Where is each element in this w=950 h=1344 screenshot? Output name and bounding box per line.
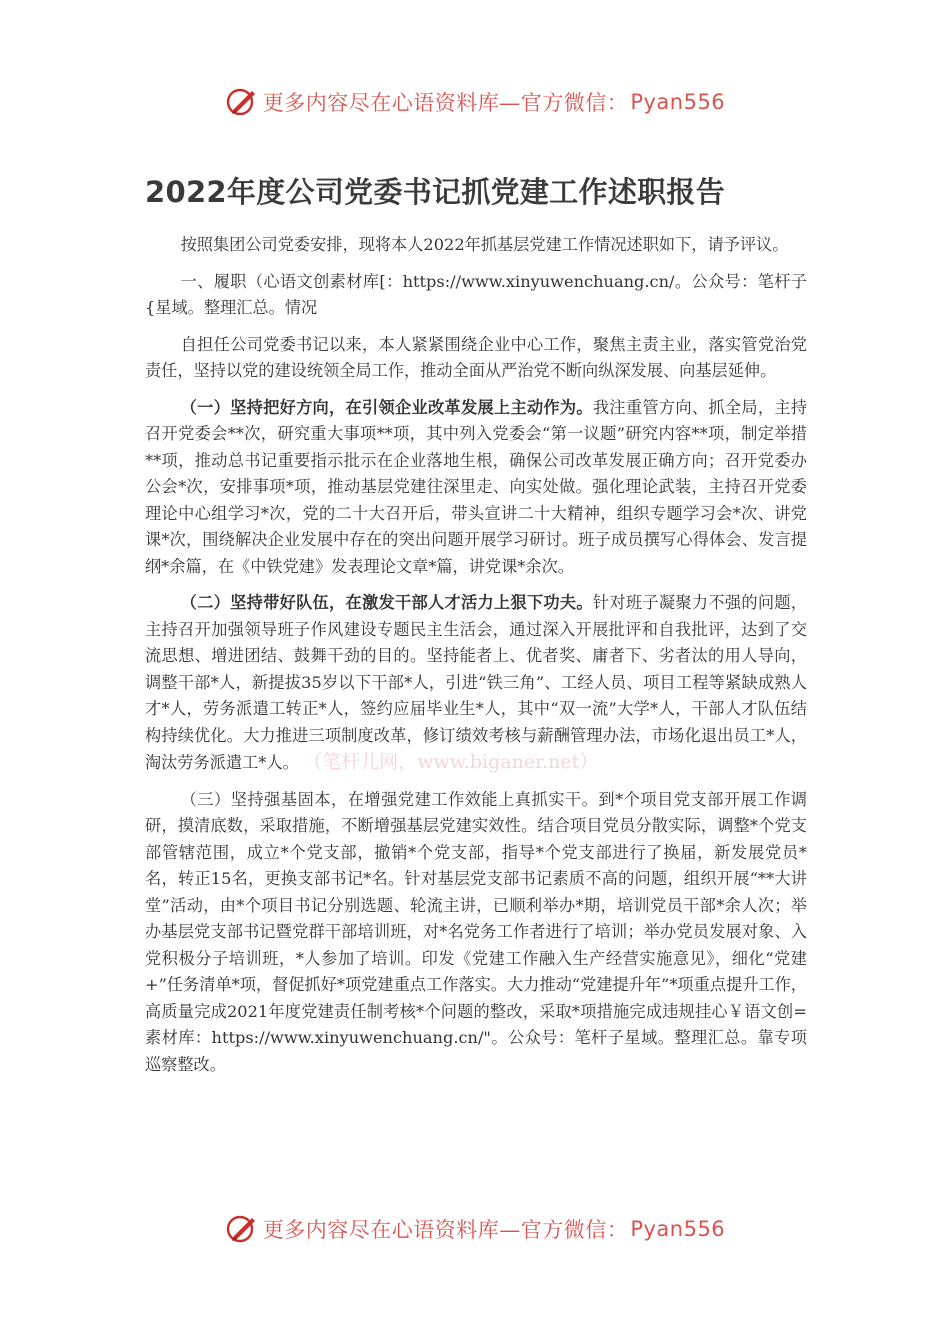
pen-logo-icon [225,85,259,119]
section-one-heading: 一、履职（心语文创素材库[：https://www.xinyuwenchuang.cn/。公众号：笔杆子{星域。整理汇总。情况 [145,271,807,317]
foundation-paragraph: （三）坚持强基固本，在增强党建工作效能上真抓实干。到*个项目党支部开展工作调研，摸清底数，采取措施，不断增强基层党建实效性。结合项目党员分散实际，调整*个党支部管辖范围，成立*个党支部，撤销*个党支部，指导*个党支部进行了换届，新发展党员*名，转正15名，更换支部书记*名。针对基层党支部书记素质不高的问题，组织开展“**大讲堂”活动，由*个项目书记分别选题、轮流主讲，已顺利举办*期，培训党员干部*余人次；举办基层党支部书记暨党群干部培训班，对*名党务工作者进行了培训；举办党员发展对象、入党积极分子培训班，*人参加了培训。印发《党建工作融入生产经营实施意见》，细化“党建+”任务清单*项，督促抓好*项党建重点工作落实。大力推动“党建提升年”*项重点提升工作，高质量完成2021年度党建责任制考核*个问题的整改，采取*项措施完成违规挂心￥语文创=素材库：https://www.xinyuwenchuang.cn/"。公众号：笔杆子星域。整理汇总。靠专项巡察整改。 [145,789,807,1074]
direction-paragraph [145,395,807,581]
banner-wechat-id: Pyan556 [630,90,726,114]
banner-text: 更多内容尽在心语资料库—官方微信： [262,91,629,115]
direction-heading: （一）坚持把好方向，在引领企业改革发展上主动作为。 [180,397,593,417]
overview-paragraph: 自担任公司党委书记以来，本人紧紧围绕企业中心工作，聚焦主责主业，落实管党治党责任，坚持以党的建设统领全局工作，推动全面从严治党不断向纵深发展、向基层延伸。 [145,334,807,380]
team-body: 针对班子凝聚力不强的问题，主持召开加强领导班子作风建设专题民主生活会，通过深入开展批评和自我批评，达到了交流思想、增进团结、鼓舞干劲的目的。坚持能者上、优者奖、庸者下、劣者汰的用人导向，调整干部*人，新提拔35岁以下干部*人，引进“铁三角”、工经人员、项目工程等紧缺成熟人才*人，劳务派遣工转正*人，签约应届毕业生*人，其中“双一流”大学*人，干部人才队伍结构持续优化。大力推进三项制度改革，修订绩效考核与薪酬管理办法，市场化退出员工*人，淘汰劳务派遣工*人。 [145,593,808,772]
intro-paragraph: 按照集团公司党委安排，现将本人2022年抓基层党建工作情况述职如下，请予评议。 [180,235,789,254]
banner-text: 更多内容尽在心语资料库—官方微信： [262,1218,629,1242]
document-body [145,232,807,1088]
banner-wechat-id: Pyan556 [630,1217,726,1241]
team-paragraph [145,590,807,777]
team-heading: （二）坚持带好队伍，在激发干部人才活力上狠下功夫。 [180,593,593,612]
footer-banner [0,1209,950,1249]
direction-body: 我注重管方向、抓全局，主持召开党委会**次，研究重大事项**项，其中列入党委会“第一议题”研究内容**项，制定举措**项，推动总书记重要指示批示在企业落地生根，确保公司改革发展正确方向；召开党委办公会*次，安排事项*项，推动基层党建往深里走、向实处做。强化理论武装，主持召开党委理论中心组学习*次，党的二十大召开后，带头宣讲二十大精神，组织专题学习会*次、讲党课*次，围绕解决企业发展中存在的突出问题开展学习研讨。班子成员撰写心得体会、发言提纲*余篇，在《中铁党建》发表理论文章*篇，讲党课*余次。 [145,397,808,576]
source-watermark: （笔杆儿网，www.biganer.net） [312,751,599,773]
header-banner [0,82,950,122]
document-title: 2022年度公司党委书记抓党建工作述职报告 [145,175,726,209]
pen-logo-icon [225,1212,259,1246]
